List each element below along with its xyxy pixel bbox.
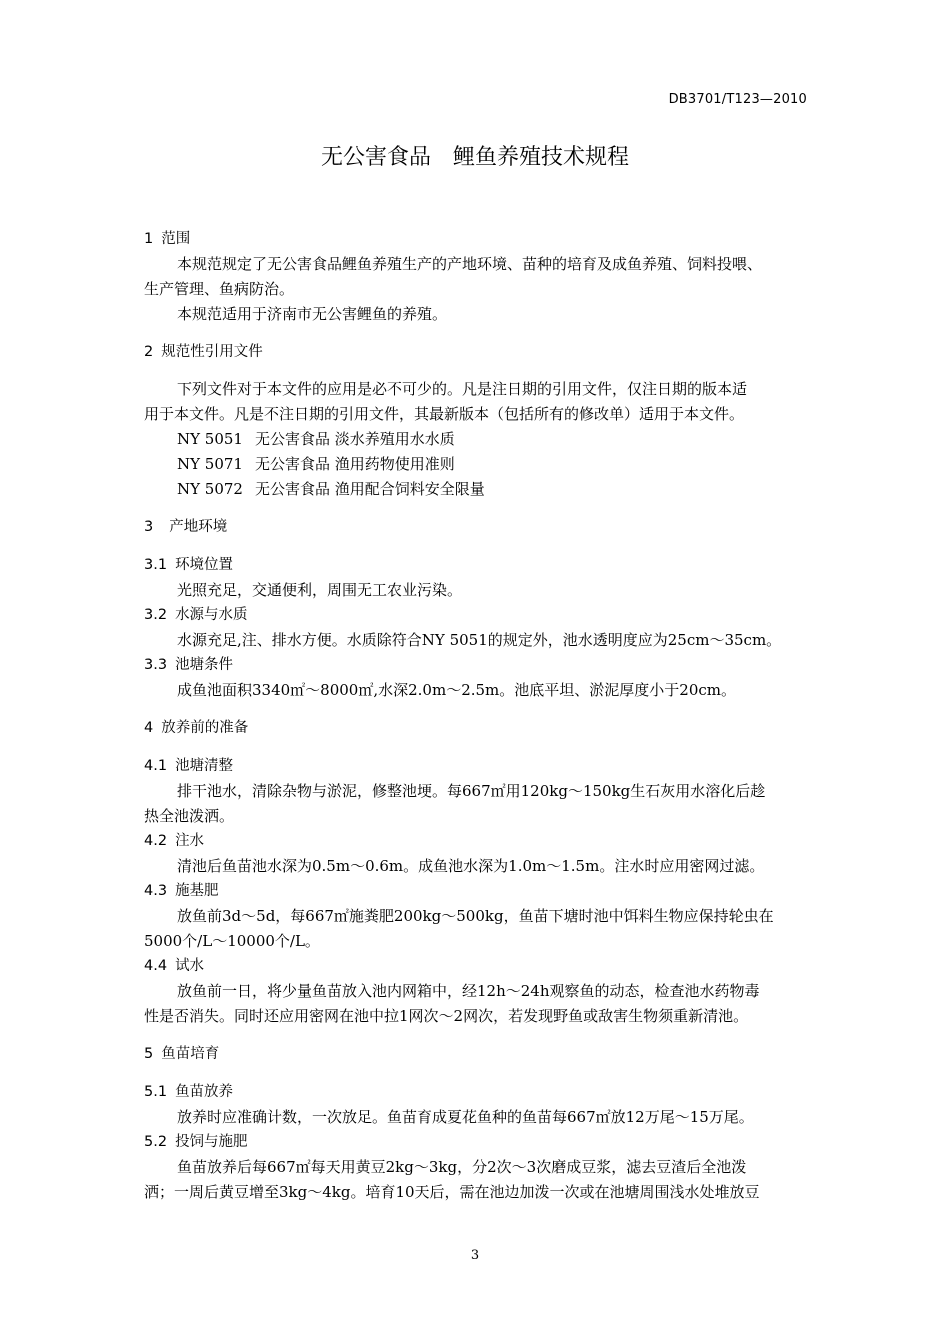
subsection-4-1-heading (144, 756, 233, 776)
subsection-number: 5.1 (144, 1084, 168, 1100)
section-title: 范围 (161, 231, 191, 247)
subsection-title: 池塘条件 (175, 657, 234, 673)
subsection-title: 施基肥 (175, 883, 219, 899)
subsection-title: 鱼苗放养 (175, 1084, 234, 1100)
subsection-4-4-heading (144, 956, 204, 976)
subsection-number: 4.4 (144, 958, 168, 974)
subsection-title: 试水 (175, 958, 205, 974)
section-2-heading (144, 342, 263, 362)
subsection-number: 3.3 (144, 657, 168, 673)
subsection-number: 5.2 (144, 1134, 168, 1150)
paragraph-line: 光照充足，交通便利，周围无工农业污染。 (177, 581, 463, 599)
subsection-title: 投饲与施肥 (175, 1134, 248, 1150)
section-title: 产地环境 (169, 519, 228, 535)
page-number: 3 (470, 1248, 480, 1263)
paragraph-line: 放养时应准确计数，一次放足。鱼苗育成夏花鱼种的鱼苗每667㎡放12万尾～15万尾。 (177, 1108, 754, 1126)
reference-item (177, 454, 455, 474)
subsection-4-3-heading (144, 881, 219, 901)
paragraph-line: 本规范适用于济南市无公害鲤鱼的养殖。 (177, 305, 448, 323)
paragraph-line: 水源充足,注、排水方便。水质除符合NY 5051的规定外，池水透明度应为25cm～35cm。 (177, 631, 782, 649)
subsection-3-1-heading (144, 555, 233, 575)
reference-item (177, 479, 485, 499)
paragraph-line: 5000个/L～10000个/L。 (144, 932, 320, 950)
subsection-4-2-heading (144, 831, 204, 851)
paragraph-line: 下列文件对于本文件的应用是必不可少的。凡是注日期的引用文件，仅注日期的版本适 (177, 380, 748, 398)
paragraph-line: 生产管理、鱼病防治。 (144, 280, 295, 298)
section-title: 鱼苗培育 (161, 1046, 220, 1062)
paragraph-line: 清池后鱼苗池水深为0.5m～0.6m。成鱼池水深为1.0m～1.5m。注水时应用密网过滤。 (177, 857, 765, 875)
section-title: 放养前的准备 (161, 720, 249, 736)
section-number: 3 (144, 519, 154, 535)
reference-title: 无公害食品 渔用配合饲料安全限量 (255, 480, 485, 498)
paragraph-line: 热全池泼洒。 (144, 807, 235, 825)
paragraph-line: 鱼苗放养后每667㎡每天用黄豆2kg～3kg，分2次～3次磨成豆浆，滤去豆渣后全池泼 (177, 1158, 747, 1176)
document-code: DB3701/T123—2010 (668, 92, 807, 107)
subsection-title: 水源与水质 (175, 607, 248, 623)
subsection-number: 3.1 (144, 557, 168, 573)
reference-code: NY 5071 (177, 455, 243, 473)
reference-code: NY 5072 (177, 480, 243, 498)
section-1-heading (144, 229, 190, 249)
section-number: 4 (144, 720, 154, 736)
paragraph-line: 性是否消失。同时还应用密网在池中拉1网次～2网次，若发现野鱼或敌害生物须重新清池。 (144, 1007, 749, 1025)
reference-code: NY 5051 (177, 430, 243, 448)
reference-title: 无公害食品 渔用药物使用准则 (255, 455, 455, 473)
section-number: 2 (144, 344, 154, 360)
paragraph-line: 成鱼池面积3340㎡～8000㎡,水深2.0m～2.5m。池底平坦、淤泥厚度小于20cm。 (177, 681, 736, 699)
subsection-3-3-heading (144, 655, 233, 675)
paragraph-line: 放鱼前3d～5d，每667㎡施粪肥200kg～500kg，鱼苗下塘时池中饵料生物应保持轮虫在 (177, 907, 774, 925)
paragraph-line: 排干池水，清除杂物与淤泥，修整池埂。每667㎡用120kg～150kg生石灰用水溶化后趁 (177, 782, 766, 800)
subsection-5-1-heading (144, 1082, 233, 1102)
subsection-number: 4.2 (144, 833, 168, 849)
section-number: 1 (144, 231, 154, 247)
document-title: 无公害食品 鲤鱼养殖技术规程 (320, 145, 629, 170)
paragraph-line: 用于本文件。凡是不注日期的引用文件，其最新版本（包括所有的修改单）适用于本文件。 (144, 405, 745, 423)
section-title: 规范性引用文件 (161, 344, 263, 360)
paragraph-line: 放鱼前一日，将少量鱼苗放入池内网箱中，经12h～24h观察鱼的动态，检查池水药物毒 (177, 982, 760, 1000)
subsection-number: 4.1 (144, 758, 168, 774)
section-3-heading (144, 517, 227, 537)
reference-item (177, 429, 455, 449)
reference-title: 无公害食品 淡水养殖用水水质 (255, 430, 455, 448)
subsection-3-2-heading (144, 605, 248, 625)
paragraph-line: 本规范规定了无公害食品鲤鱼养殖生产的产地环境、苗种的培育及成鱼养殖、饲料投喂、 (177, 255, 763, 273)
subsection-title: 注水 (175, 833, 205, 849)
paragraph-line: 洒；一周后黄豆增至3kg～4kg。培育10天后，需在池边加泼一次或在池塘周围浅水处堆放豆 (144, 1183, 760, 1201)
subsection-title: 环境位置 (175, 557, 234, 573)
section-number: 5 (144, 1046, 154, 1062)
subsection-number: 3.2 (144, 607, 168, 623)
section-4-heading (144, 718, 248, 738)
section-5-heading (144, 1044, 219, 1064)
subsection-5-2-heading (144, 1132, 248, 1152)
subsection-title: 池塘清整 (175, 758, 234, 774)
subsection-number: 4.3 (144, 883, 168, 899)
